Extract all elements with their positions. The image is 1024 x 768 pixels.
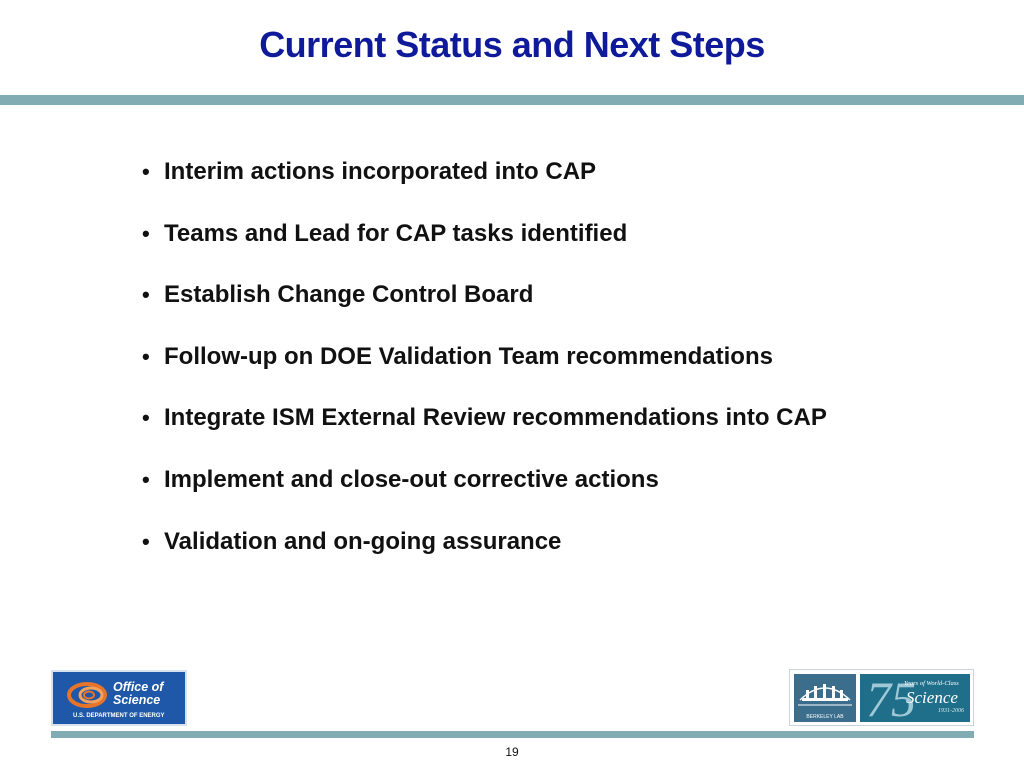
berkeley-lab-caption: BERKELEY LAB: [806, 714, 844, 720]
anniversary-logo: [860, 671, 970, 727]
footer-divider: [51, 731, 974, 738]
bullet-dot: •: [142, 466, 150, 492]
science-line: Science: [113, 693, 161, 707]
doe-swirl-icon: [67, 682, 111, 708]
doe-caption: U.S. DEPARTMENT OF ENERGY: [73, 713, 165, 719]
bullet-text: Follow-up on DOE Validation Team recommendations: [164, 342, 773, 370]
bullet-item: [142, 404, 827, 466]
slide-title: Current Status and Next Steps: [259, 24, 765, 65]
anniversary-range: 1931-2006: [938, 708, 964, 714]
bullet-item: [142, 158, 827, 220]
bullet-text: Interim actions incorporated into CAP: [164, 158, 597, 185]
anniversary-science-text: Science: [906, 688, 958, 707]
bullet-text: Integrate ISM External Review recommendations into CAP: [164, 404, 827, 432]
page-number: 19: [505, 745, 519, 759]
bullet-list: [142, 158, 827, 589]
bullet-dot: •: [142, 159, 150, 184]
berkeley-lab-logo: [789, 669, 974, 726]
bullet-item: [142, 343, 827, 405]
office-of-science-logo: [51, 670, 187, 726]
bullet-text: Establish Change Control Board: [164, 281, 534, 309]
bullet-dot: •: [142, 405, 150, 431]
anniversary-years-text: Years of World-Class: [904, 680, 959, 687]
bullet-dot: •: [142, 343, 150, 369]
bullet-dot: •: [142, 528, 150, 554]
berkeley-lab-mark: [794, 674, 856, 722]
bullet-item: [142, 528, 827, 590]
office-line: Office of: [113, 680, 164, 694]
bullet-text: Teams and Lead for CAP tasks identified: [164, 219, 628, 247]
anniversary-number: 75: [866, 671, 916, 727]
bullet-dot: •: [142, 220, 150, 246]
title-divider: [0, 95, 1024, 105]
bullet-item: [142, 281, 827, 343]
bullet-item: [142, 466, 827, 528]
bullet-text: Implement and close-out corrective actions: [164, 465, 659, 493]
bullet-dot: •: [142, 282, 150, 308]
bullet-item: [142, 220, 827, 282]
bullet-text: Validation and on-going assurance: [164, 527, 562, 555]
berkeley-lab-building-icon: [794, 674, 856, 710]
office-of-science-text: [113, 681, 163, 707]
